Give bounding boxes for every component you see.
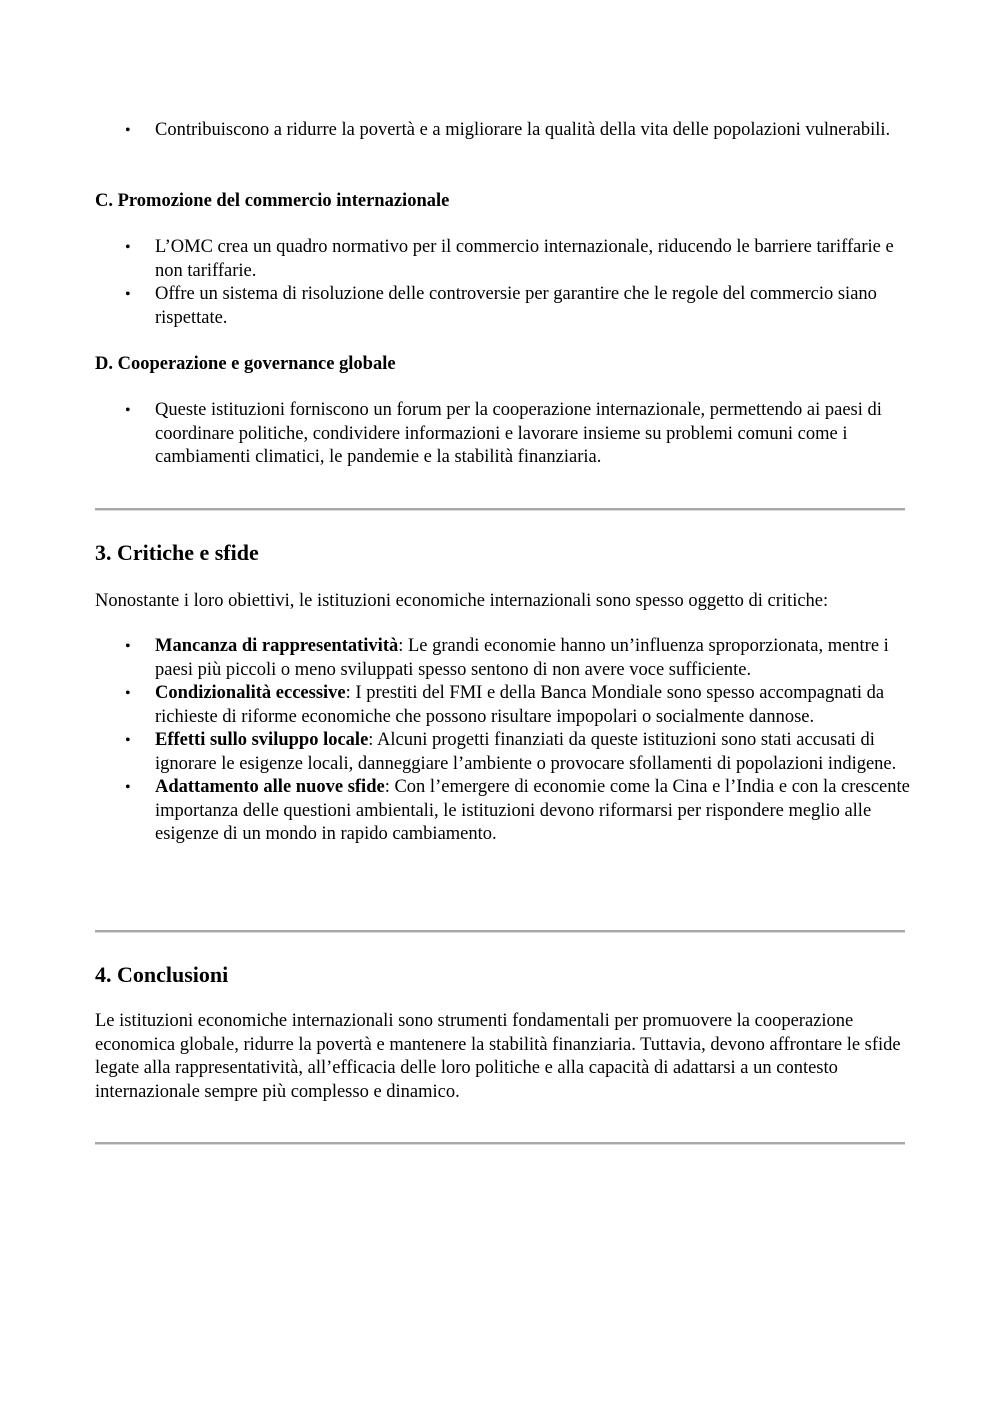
list-item <box>95 729 910 776</box>
list-item-text: : Alcuni progetti finanziati da queste istituzioni sono stati accusati di ignorare le esigenze locali, danneggiare l’ambiente o provocare sfollamenti di popolazioni indigene. <box>155 730 897 774</box>
paragraph: Nonostante i loro obiettivi, le istituzioni economiche internazionali sono spesso oggetto di critiche: <box>95 591 829 611</box>
horizontal-divider <box>95 1142 905 1145</box>
section-4 <box>95 961 910 989</box>
bullet-icon: • <box>125 286 131 303</box>
section-title: 4. Conclusioni <box>95 962 229 987</box>
section-c <box>95 190 910 213</box>
list-item-text: Contribuiscono a ridurre la povertà e a migliorare la qualità della vita delle popolazioni vulnerabili. <box>155 120 891 140</box>
bullet-list <box>95 635 910 847</box>
section-3-list <box>95 635 910 847</box>
list-item <box>95 682 910 729</box>
bullet-icon: • <box>125 732 131 749</box>
list-item <box>95 236 910 283</box>
list-item-term: Mancanza di rappresentatività <box>155 636 399 656</box>
bullet-list <box>95 119 910 143</box>
paragraph: Le istituzioni economiche internazionali sono strumenti fondamentali per promuovere la cooperazione economica globale, ridurre la povertà e mantenere la stabilità finanziaria. Tuttavia, devono affrontare le sfide legate alla rappresentatività, all’efficacia delle loro politiche e alla capacità di adattarsi a un contesto internazionale sempre più complesso e dinamico. <box>95 1011 901 1102</box>
bullet-icon: • <box>125 122 131 139</box>
bullet-icon: • <box>125 638 131 655</box>
section-3 <box>95 539 910 567</box>
list-item <box>95 776 910 847</box>
section-4-body <box>95 1010 910 1104</box>
horizontal-divider <box>95 930 905 933</box>
list-item-text: : Con l’emergere di economie come la Cina e l’India e con la crescente importanza delle questioni ambientali, le istituzioni devono riformarsi per rispondere meglio alle esigenze di un mondo in rapido cambiamento. <box>155 777 910 844</box>
bullet-icon: • <box>125 685 131 702</box>
section-title: 3. Critiche e sfide <box>95 540 259 565</box>
section-b-tail <box>95 119 910 143</box>
list-item-term: Condizionalità eccessive <box>155 683 346 703</box>
bullet-icon: • <box>125 239 131 256</box>
list-item <box>95 399 910 470</box>
bullet-icon: • <box>125 779 131 796</box>
bullet-list <box>95 236 910 330</box>
bullet-icon: • <box>125 402 131 419</box>
section-heading: C. Promozione del commercio internazionale <box>95 191 450 211</box>
list-item <box>95 283 910 330</box>
section-d-list <box>95 399 910 470</box>
section-c-list <box>95 236 910 330</box>
section-3-intro <box>95 590 910 614</box>
list-item-text: L’OMC crea un quadro normativo per il commercio internazionale, riducendo le barriere tariffarie e non tariffarie. <box>155 237 894 281</box>
list-item <box>95 635 910 682</box>
list-item-term: Effetti sullo sviluppo locale <box>155 730 369 750</box>
list-item-text: Queste istituzioni forniscono un forum per la cooperazione internazionale, permettendo ai paesi di coordinare politiche, condividere informazioni e lavorare insieme su problemi comuni come i cambiamenti climatici, le pandemie e la stabilità finanziaria. <box>155 400 882 467</box>
list-item-text: : Le grandi economie hanno un’influenza sproporzionata, mentre i paesi più piccoli o meno sviluppati spesso sentono di non avere voce sufficiente. <box>155 636 889 680</box>
list-item-term: Adattamento alle nuove sfide <box>155 777 385 797</box>
list-item <box>95 119 910 143</box>
list-item-text: Offre un sistema di risoluzione delle controversie per garantire che le regole del commercio siano rispettate. <box>155 284 877 328</box>
section-d <box>95 353 910 376</box>
bullet-list <box>95 399 910 470</box>
horizontal-divider <box>95 508 905 511</box>
section-heading: D. Cooperazione e governance globale <box>95 354 396 374</box>
list-item-text: : I prestiti del FMI e della Banca Mondiale sono spesso accompagnati da richieste di riforme economiche che possono risultare impopolari o socialmente dannose. <box>155 683 885 727</box>
